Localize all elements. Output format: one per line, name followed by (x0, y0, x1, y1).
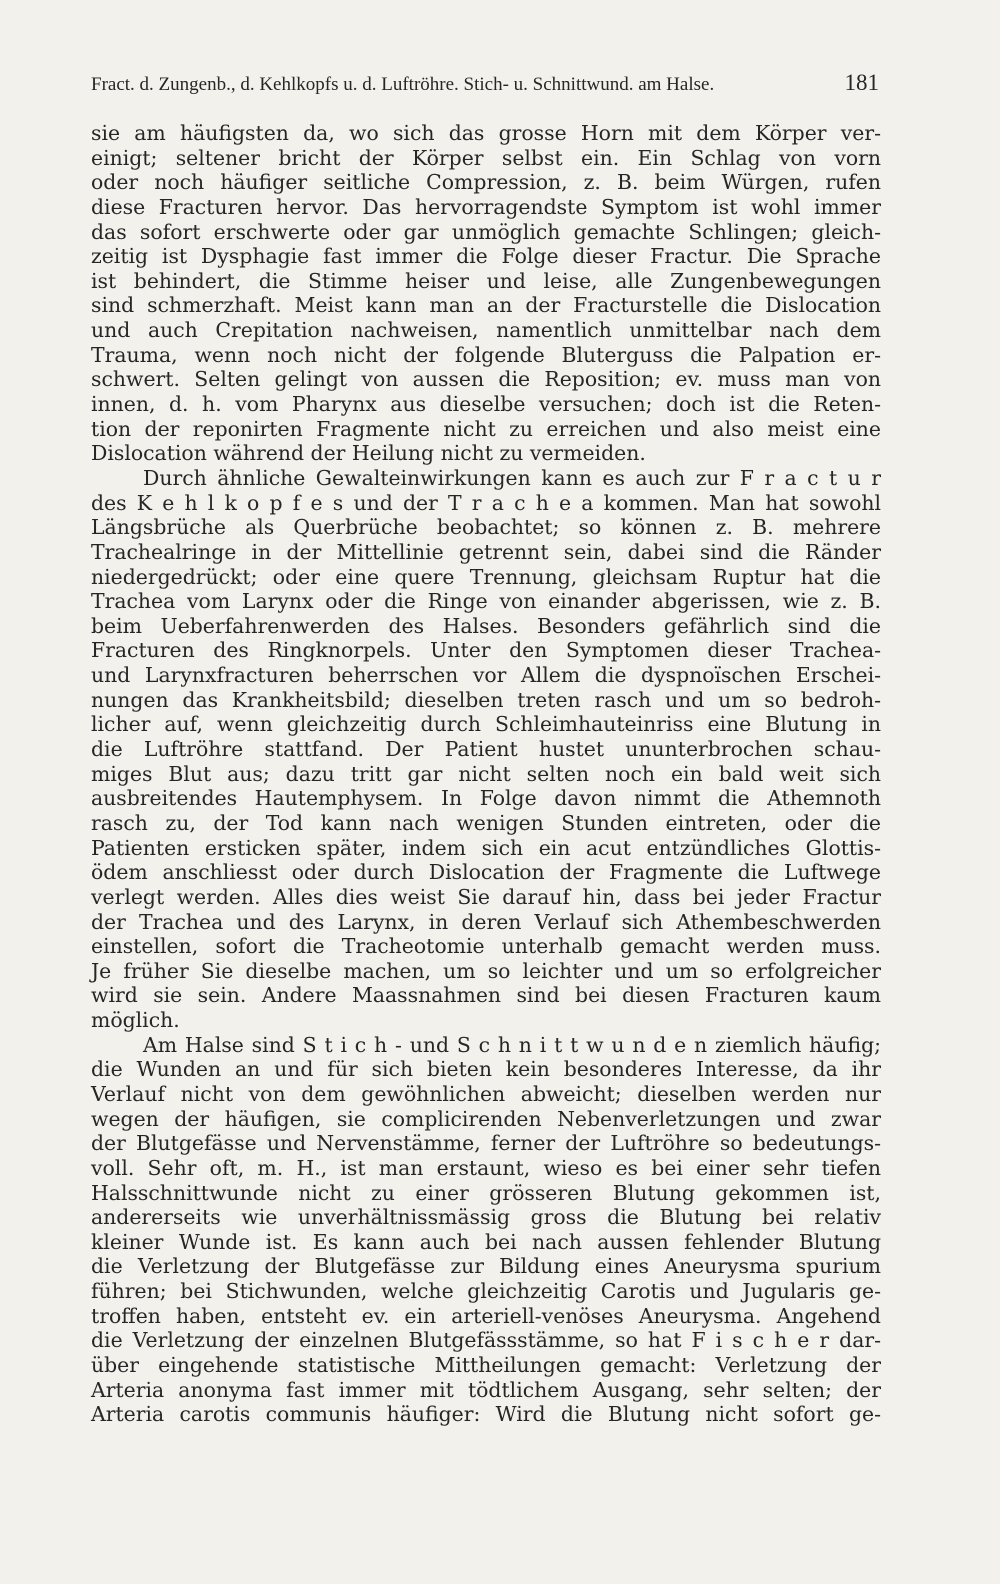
text-line: verlegt werden. Alles dies weist Sie darauf hin, dass bei jeder Fractur (91, 884, 881, 909)
text-line: über eingehende statistische Mittheilungen gemacht: Verletzung der (91, 1353, 881, 1378)
text-line: die Luftröhre stattfand. Der Patient hustet ununterbrochen schau- (91, 737, 881, 762)
text-line: ödem anschliesst oder durch Dislocation der Fragmente die Luftwege (91, 860, 881, 885)
text-line: kleiner Wunde ist. Es kann auch bei nach aussen fehlender Blutung (91, 1229, 881, 1254)
text-line: zeitig ist Dysphagie fast immer die Folge dieser Fractur. Die Sprache (91, 244, 881, 269)
text-line: Trauma, wenn noch nicht der folgende Bluterguss die Palpation er- (91, 342, 881, 367)
text-line: und Larynxfracturen beherrschen vor Allem die dyspnoïschen Erschei- (91, 663, 881, 688)
text-line: ist behindert, die Stimme heiser und leise, alle Zungenbewegungen (91, 268, 881, 293)
text-line: des K e h l k o p f e s und der T r a c h e a kommen. Man hat sowohl (91, 490, 881, 515)
text-line: Arteria anonyma fast immer mit tödtlichem Ausgang, sehr selten; der (91, 1377, 881, 1402)
text-line: führen; bei Stichwunden, welche gleichzeitig Carotis und Jugularis ge- (91, 1279, 881, 1304)
text-line: möglich. (91, 1008, 180, 1033)
text-line: das sofort erschwerte oder gar unmöglich gemachte Schlingen; gleich- (91, 219, 881, 244)
body-text (91, 121, 881, 1427)
text-line: Patienten ersticken später, indem sich ein acut entzündliches Glottis- (91, 835, 881, 860)
text-line: troffen haben, entsteht ev. ein arteriell-venöses Aneurysma. Angehend (91, 1303, 881, 1328)
text-line: licher auf, wenn gleichzeitig durch Schleimhauteinriss eine Blutung in (91, 712, 881, 737)
page-number: 181 (844, 70, 879, 95)
text-line: andererseits wie unverhältnissmässig gross die Blutung bei relativ (91, 1205, 881, 1230)
text-line: Arteria carotis communis häufiger: Wird die Blutung nicht sofort ge- (91, 1402, 881, 1427)
text-line: schwert. Selten gelingt von aussen die Reposition; ev. muss man von (91, 367, 881, 392)
text-line: die Wunden an und für sich bieten kein besonderes Interesse, da ihr (91, 1057, 881, 1082)
text-line: Trachealringe in der Mittellinie getrennt sein, dabei sind die Ränder (91, 539, 881, 564)
text-line: miges Blut aus; dazu tritt gar nicht selten noch ein bald weit sich (91, 761, 881, 786)
text-line: Durch ähnliche Gewalteinwirkungen kann es auch zur F r a c t u r (143, 465, 881, 490)
text-line: Am Halse sind S t i c h - und S c h n i t t w u n d e n ziemlich häufig; (143, 1032, 881, 1057)
text-line: sind schmerzhaft. Meist kann man an der Fracturstelle die Dislocation (91, 293, 881, 318)
text-line: niedergedrückt; oder eine quere Trennung, gleichsam Ruptur hat die (91, 564, 881, 589)
text-line: Längsbrüche als Querbrüche beobachtet; so können z. B. mehrere (91, 515, 881, 540)
text-line: wird sie sein. Andere Maassnahmen sind bei diesen Fracturen kaum (91, 983, 881, 1008)
text-line: einstellen, sofort die Tracheotomie unterhalb gemacht werden muss. (91, 934, 881, 959)
text-line: innen, d. h. vom Pharynx aus dieselbe versuchen; doch ist die Reten- (91, 392, 881, 417)
text-line: Verlauf nicht von dem gewöhnlichen abweicht; dieselben werden nur (91, 1081, 881, 1106)
text-line: voll. Sehr oft, m. H., ist man erstaunt, wieso es bei einer sehr tiefen (91, 1155, 881, 1180)
text-line: Fracturen des Ringknorpels. Unter den Symptomen dieser Trachea- (91, 638, 881, 663)
text-line: einigt; seltener bricht der Körper selbst ein. Ein Schlag von vorn (91, 145, 881, 170)
text-line: Dislocation während der Heilung nicht zu vermeiden. (91, 441, 646, 466)
text-line: nungen das Krankheitsbild; dieselben treten rasch und um so bedroh- (91, 687, 881, 712)
text-line: der Trachea und des Larynx, in deren Verlauf sich Athembeschwerden (91, 909, 881, 934)
running-head (91, 70, 879, 100)
text-line: sie am häufigsten da, wo sich das grosse Horn mit dem Körper ver- (91, 121, 881, 145)
text-line: der Blutgefässe und Nervenstämme, ferner der Luftröhre so bedeutungs- (91, 1131, 881, 1156)
text-line: Je früher Sie dieselbe machen, um so leichter und um so erfolgreicher (91, 958, 881, 983)
text-line: und auch Crepitation nachweisen, namentlich unmittelbar nach dem (91, 318, 881, 343)
text-line: oder noch häufiger seitliche Compression, z. B. beim Würgen, rufen (91, 170, 881, 195)
text-line: Trachea vom Larynx oder die Ringe von einander abgerissen, wie z. B. (91, 589, 881, 614)
text-line: rasch zu, der Tod kann nach wenigen Stunden eintreten, oder die (91, 810, 881, 835)
running-head-title: Fract. d. Zungenb., d. Kehlkopfs u. d. Luftröhre. Stich- u. Schnittwund. am Halse. (91, 74, 715, 95)
text-line: Halsschnittwunde nicht zu einer grösseren Blutung gekommen ist, (91, 1180, 881, 1205)
text-line: die Verletzung der einzelnen Blutgefässstämme, so hat F i s c h e r dar- (91, 1328, 881, 1353)
text-line: wegen der häufigen, sie complicirenden Nebenverletzungen und zwar (91, 1106, 881, 1131)
text-line: tion der reponirten Fragmente nicht zu erreichen und also meist eine (91, 416, 881, 441)
text-line: beim Ueberfahrenwerden des Halses. Besonders gefährlich sind die (91, 613, 881, 638)
text-line: ausbreitendes Hautemphysem. In Folge davon nimmt die Athemnoth (91, 786, 881, 811)
text-line: diese Fracturen hervor. Das hervorragendste Symptom ist wohl immer (91, 194, 881, 219)
text-line: die Verletzung der Blutgefässe zur Bildung eines Aneurysma spurium (91, 1254, 881, 1279)
